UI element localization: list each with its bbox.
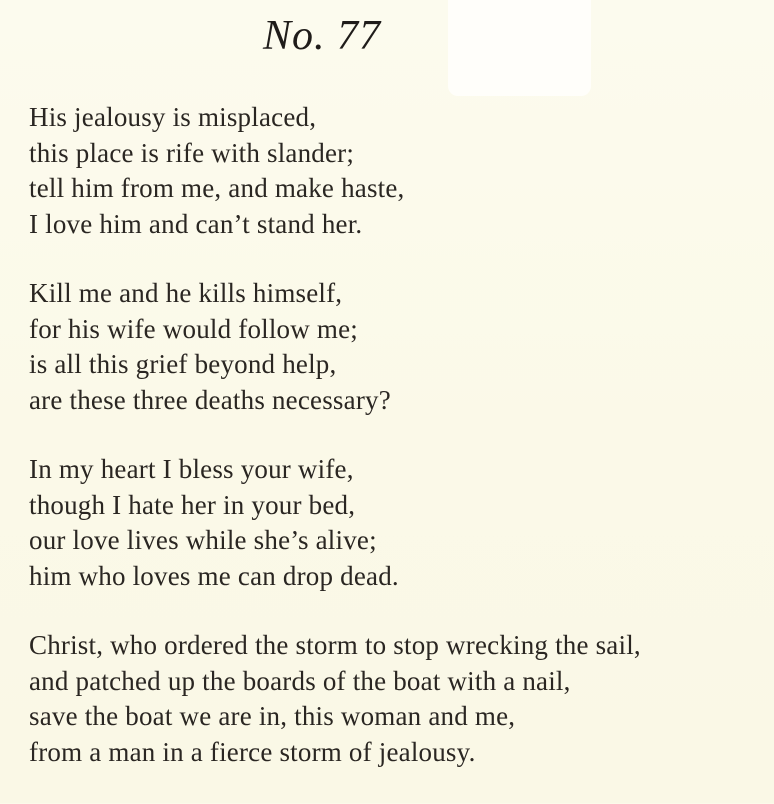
stanza-2 [29,276,769,418]
poem-line: from a man in a fierce storm of jealousy. [29,736,476,767]
poem-line: Kill me and he kills himself, [29,278,343,308]
poem-line: our love lives while she’s alive; [29,525,377,555]
poem-line: are these three deaths necessary? [29,384,391,415]
poem-line: I love him and can’t stand her. [29,208,363,239]
poem-line: for his wife would follow me; [29,313,358,344]
poem-title: No. 77 [262,13,381,59]
stanza-3 [29,452,769,594]
stanza-4 [29,628,769,770]
poem-body [29,100,769,804]
poem-line: though I hate her in your bed, [29,489,356,520]
poem-line: is all this grief beyond help, [29,349,337,379]
poem-line: His jealousy is misplaced, [29,102,317,132]
poem-line: this place is rife with slander; [29,137,355,168]
poem-line: tell him from me, and make haste, [29,173,405,203]
poem-line: save the boat we are in, this woman and me, [29,701,516,731]
poem-line: and patched up the boards of the boat with a nail, [29,665,571,696]
stanza-1 [29,100,769,242]
poem-line: Christ, who ordered the storm to stop wrecking the sail, [29,630,641,660]
poem-line: him who loves me can drop dead. [29,560,399,591]
poem-line: In my heart I bless your wife, [29,454,354,484]
